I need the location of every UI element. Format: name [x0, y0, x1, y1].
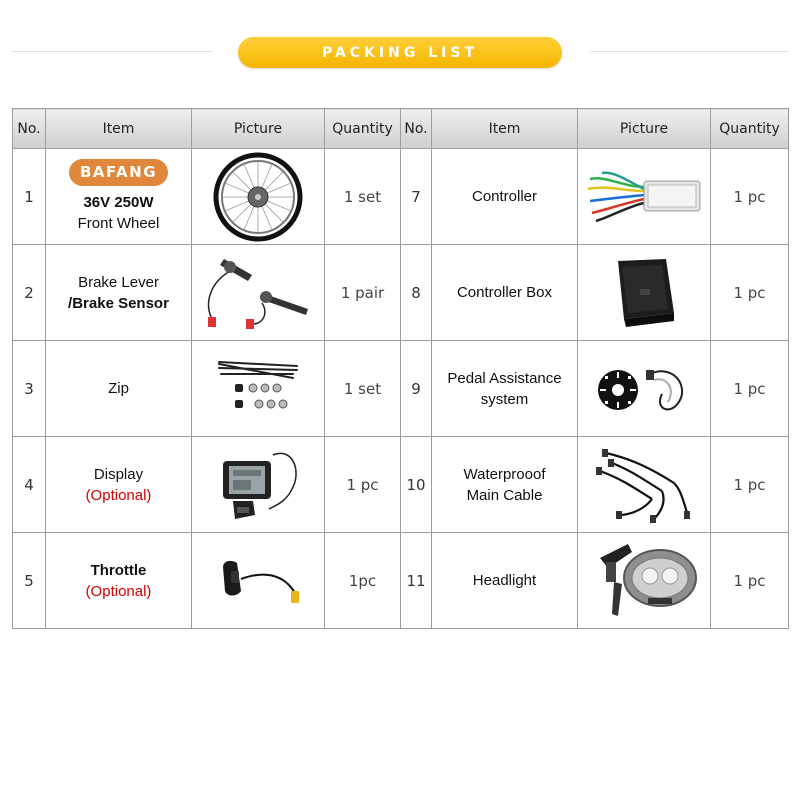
throttle-icon: [213, 551, 303, 611]
table-row: [13, 245, 789, 341]
item-number: 10: [401, 437, 432, 533]
header-no: No.: [401, 109, 432, 149]
table-header-row: [13, 109, 789, 149]
packing-list-table: [12, 108, 789, 629]
pedal-sensor-icon: [592, 354, 696, 424]
item-quantity: 1 pc: [711, 341, 789, 437]
item-picture: [192, 341, 325, 437]
item-name: [46, 437, 192, 533]
item-quantity: 1 pc: [711, 437, 789, 533]
item-quantity: 1 pc: [325, 437, 401, 533]
item-quantity: 1pc: [325, 533, 401, 629]
headlight-icon: [588, 538, 700, 624]
item-picture: [578, 245, 711, 341]
table-row: [13, 149, 789, 245]
item-quantity: 1 pc: [711, 533, 789, 629]
item-name-line: Pedal Assistance: [447, 369, 562, 387]
optional-label: (Optional): [85, 582, 152, 600]
item-name: [46, 533, 192, 629]
header-quantity: Quantity: [325, 109, 401, 149]
item-name-line: Display: [93, 465, 144, 483]
item-name: Controller: [432, 149, 578, 245]
banner-title: PACKING LIST: [322, 44, 478, 61]
item-picture: [578, 149, 711, 245]
wheel-icon: [212, 152, 304, 242]
item-quantity: 1 pair: [325, 245, 401, 341]
item-name-line: Throttle: [90, 561, 147, 579]
packing-list-banner: [238, 37, 562, 68]
header-no: No.: [13, 109, 46, 149]
item-number: 8: [401, 245, 432, 341]
item-picture: [578, 341, 711, 437]
header-item: Item: [46, 109, 192, 149]
header-item: Item: [432, 109, 578, 149]
item-picture: [578, 437, 711, 533]
header-quantity: Quantity: [711, 109, 789, 149]
item-name: [46, 245, 192, 341]
item-picture: [192, 437, 325, 533]
item-number: 5: [13, 533, 46, 629]
controller-box-icon: [604, 253, 684, 333]
item-number: 9: [401, 341, 432, 437]
item-picture: [192, 149, 325, 245]
header-picture: Picture: [578, 109, 711, 149]
item-quantity: 1 set: [325, 149, 401, 245]
item-quantity: 1 pc: [711, 245, 789, 341]
item-spec: 36V 250W: [83, 194, 154, 211]
item-quantity: 1 set: [325, 341, 401, 437]
item-picture: [192, 533, 325, 629]
item-number: 11: [401, 533, 432, 629]
zip-ties-icon: [213, 354, 303, 424]
item-name: Zip: [46, 341, 192, 437]
item-name: Controller Box: [432, 245, 578, 341]
item-picture: [578, 533, 711, 629]
item-number: 2: [13, 245, 46, 341]
item-name-line: system: [480, 390, 529, 408]
item-name-line: Main Cable: [466, 486, 543, 504]
optional-label: (Optional): [85, 486, 152, 504]
table-row: [13, 341, 789, 437]
table-row: [13, 437, 789, 533]
header-divider-right: [590, 51, 788, 52]
bafang-logo: BAFANG: [69, 159, 168, 186]
item-name: [432, 341, 578, 437]
item-number: 1: [13, 149, 46, 245]
item-name-line: Front Wheel: [77, 215, 160, 232]
header-divider-left: [12, 51, 212, 52]
controller-icon: [584, 167, 704, 227]
item-number: 4: [13, 437, 46, 533]
header-picture: Picture: [192, 109, 325, 149]
item-picture: [192, 245, 325, 341]
item-quantity: 1 pc: [711, 149, 789, 245]
table-row: [13, 533, 789, 629]
display-icon: [213, 443, 303, 527]
item-number: 7: [401, 149, 432, 245]
item-name: [46, 149, 192, 245]
item-number: 3: [13, 341, 46, 437]
brake-lever-icon: [200, 253, 316, 333]
item-name-line: Brake Lever: [78, 273, 159, 291]
item-name: Headlight: [432, 533, 578, 629]
item-name-line: Waterprooof: [463, 465, 546, 483]
item-name-line: /Brake Sensor: [68, 294, 169, 312]
main-cable-icon: [592, 445, 696, 525]
item-name: [432, 437, 578, 533]
